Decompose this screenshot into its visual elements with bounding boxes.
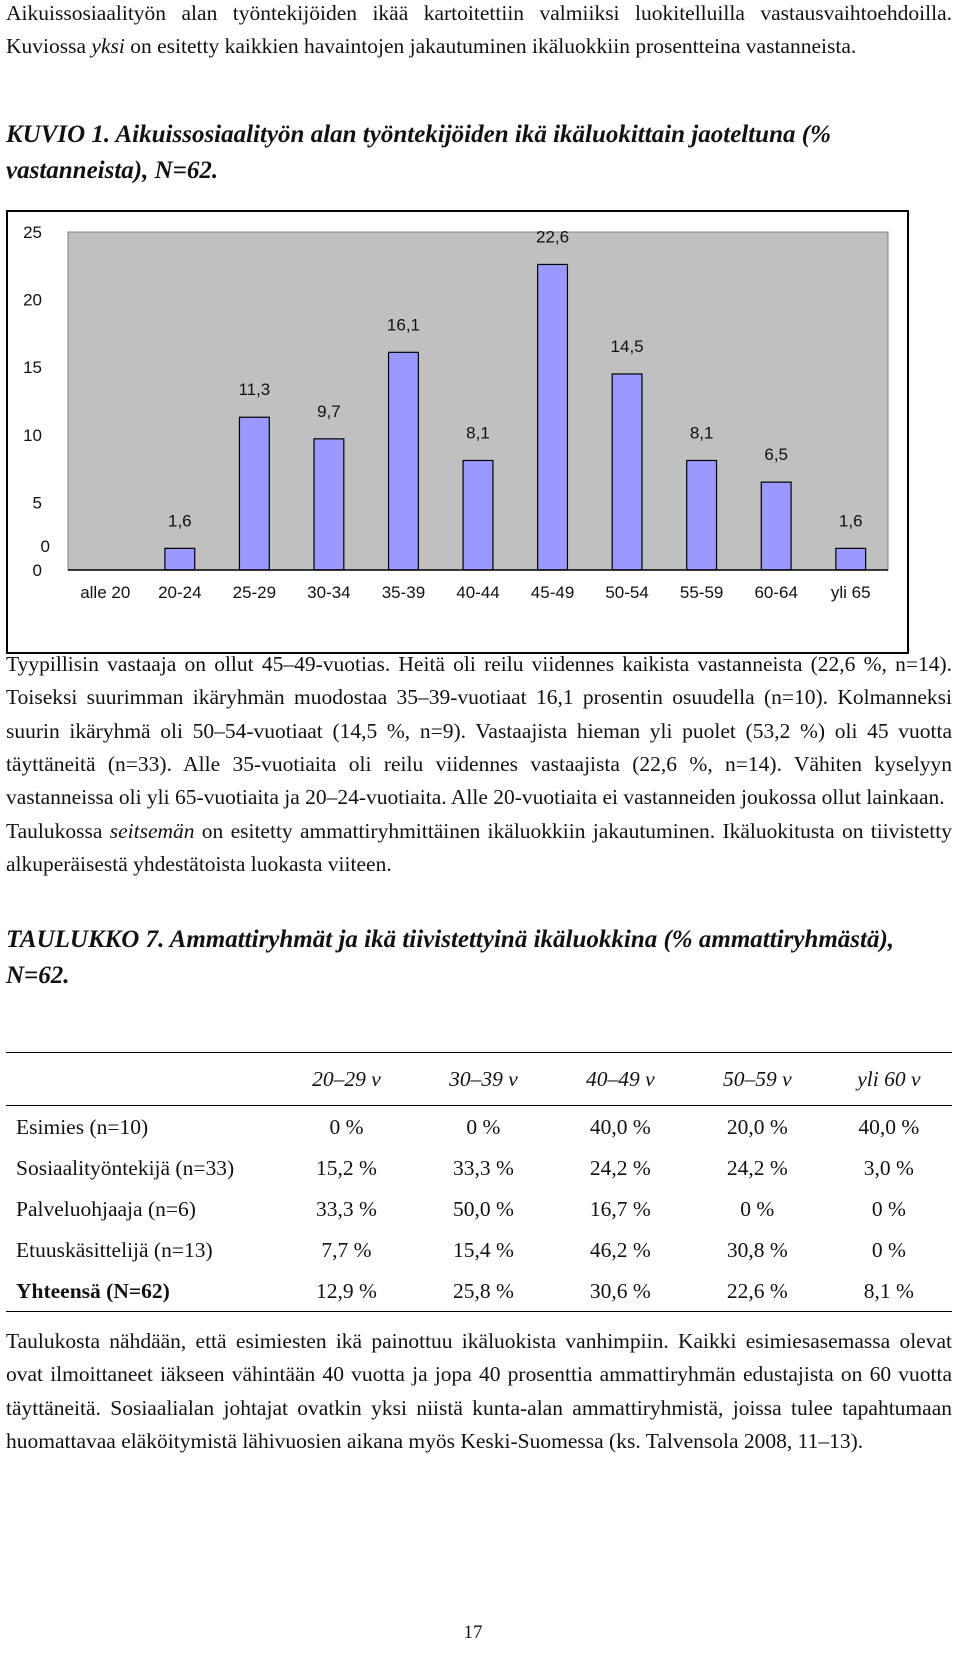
table-cell: 20,0 %: [726, 1115, 788, 1139]
data-label: 11,3: [238, 380, 271, 400]
table-cell: 7,7 %: [321, 1238, 372, 1262]
table-caption: TAULUKKO 7. Ammattiryhmät ja ikä tiivistettyinä ikäluokkina (% ammattiryhmästä), N=62.: [6, 926, 895, 989]
page-number: 17: [463, 1622, 483, 1643]
table-row: [6, 1229, 952, 1270]
x-tick-label: 45-49: [530, 583, 575, 602]
table-intro-emphasis: seitsemän: [109, 819, 195, 843]
figure-caption: KUVIO 1. Aikuissosiaalityön alan työntekijöiden ikä ikäluokittain jaoteltuna (% vastanneista), N=62.: [6, 121, 831, 184]
profession-age-table: [6, 1052, 952, 1312]
table-header-cell: yli 60 v: [826, 1053, 952, 1106]
data-label: 8,1: [689, 423, 714, 443]
table-header-cell: 30–39 v: [415, 1053, 552, 1106]
table-cell: 25,8 %: [415, 1270, 552, 1312]
table-row: [6, 1106, 952, 1148]
table-cell: 12,9 %: [278, 1270, 415, 1312]
table-header-cell: 20–29 v: [278, 1053, 415, 1106]
x-tick-label: 20-24: [158, 583, 202, 602]
data-label: 16,1: [386, 315, 421, 335]
table-header-blank: [6, 1053, 278, 1106]
table-cell: 0 %: [466, 1115, 501, 1139]
y-tick-label: 5: [32, 493, 42, 513]
y-tick-label: 15: [23, 358, 42, 378]
bar: [687, 460, 717, 570]
table-cell: 8,1 %: [826, 1270, 952, 1312]
table-header-cell: 40–49 v: [552, 1053, 689, 1106]
y-tick-label: 20: [23, 290, 42, 310]
intro-paragraph: [6, 0, 952, 64]
table-cell: 33,3 %: [452, 1156, 514, 1180]
x-tick-label: 55-59: [679, 583, 724, 602]
data-label: 22,6: [535, 227, 570, 247]
bar: [165, 548, 195, 570]
x-tick-label: alle 20: [80, 583, 131, 602]
y-tick-label: 10: [23, 425, 42, 445]
bar-chart-svg: [8, 212, 911, 656]
data-label: 1,6: [167, 511, 192, 531]
table-row: [6, 1188, 952, 1229]
conclusion-paragraph: Taulukosta nähdään, että esimiesten ikä painottuu ikäluokista vanhimpiin. Kaikki esimiesasemassa olevat ovat ilmoittaneet iäkseen vähintään 40 vuotta ja jopa 40 prosenttia ammattiryhmän edustajista on 60 vuotta täyttäneitä. Sosiaalialan johtajat ovatkin yksi niistä kunta-alan ammattiryhmistä, joissa tulee tapahtumaan huomattavaa eläköitymistä lähivuosien aikana myös Keski-Suomessa (ks. Talvensola 2008, 11–13).: [6, 1329, 952, 1453]
table-cell: 0 %: [871, 1238, 906, 1262]
data-label: 8,1: [466, 423, 490, 443]
table-cell: 15,4 %: [452, 1238, 514, 1262]
intro-emphasis: yksi: [91, 34, 125, 59]
table-cell: 16,7 %: [589, 1197, 651, 1221]
bar: [538, 264, 568, 570]
data-label: 1,6: [838, 511, 863, 531]
x-tick-label: 25-29: [232, 583, 277, 602]
table-cell: 40,0 %: [858, 1115, 920, 1139]
x-tick-label: 60-64: [754, 583, 798, 602]
x-tick-label: 40-44: [456, 583, 500, 602]
table-cell: 24,2 %: [726, 1156, 788, 1180]
table-cell: 3,0 %: [863, 1156, 914, 1180]
table-cell: 0 %: [740, 1197, 775, 1221]
intro-text-before: Aikuissosiaalityön alan työntekijöiden ikää kartoitettiin valmiiksi luokitelluilla vastausvaihtoehdoilla. Kuviossa: [6, 1, 952, 59]
table-cell: 22,6 %: [689, 1270, 826, 1312]
table-cell: 40,0 %: [589, 1115, 651, 1139]
table-cell: 15,2 %: [316, 1156, 377, 1180]
y-tick-label: 25: [23, 223, 42, 242]
table-intro-paragraph: [6, 815, 952, 882]
x-tick-label: 30-34: [307, 583, 351, 602]
row-label: Etuuskäsittelijä (n=13): [16, 1238, 213, 1262]
x-tick-label: 50-54: [605, 583, 649, 602]
bar: [389, 352, 419, 570]
table-cell: 30,8 %: [726, 1238, 788, 1262]
bar-chart: [6, 210, 909, 654]
table-cell: 24,2 %: [589, 1156, 651, 1180]
data-label: 14,5: [610, 336, 644, 356]
x-tick-label: 35-39: [381, 583, 426, 602]
bar: [314, 439, 344, 570]
bar: [463, 460, 493, 570]
table-body: [6, 1106, 952, 1312]
bar: [612, 374, 642, 570]
table-cell: 46,2 %: [589, 1238, 651, 1262]
bar: [761, 482, 791, 570]
intro-text-after: on esitetty kaikkien havaintojen jakautuminen ikäluokkiin prosentteina vastanneista.: [124, 34, 857, 59]
table-cell: 0 %: [329, 1115, 364, 1139]
row-label: Palveluohjaaja (n=6): [16, 1197, 196, 1221]
table-cell: 30,6 %: [552, 1270, 689, 1312]
data-label: 6,5: [764, 445, 789, 465]
row-label: Esimies (n=10): [16, 1115, 149, 1139]
data-label: 0: [40, 537, 51, 556]
table-header-row: [6, 1053, 952, 1106]
bar: [239, 417, 269, 570]
table-cell: 50,0 %: [452, 1197, 514, 1221]
results-paragraph: Tyypillisin vastaaja on ollut 45–49-vuotias. Heitä oli reilu viidennes kaikista vastanneista (22,6 %, n=14). Toiseksi suurimman ikäryhmän muodostaa 35–39-vuotiaat 16,1 prosentin osuudella (n=10). Kolmanneksi suurin ikäryhmä oli 50–54-vuotiaat (14,5 %, n=9). Vastaajista hieman yli puolet (53,2 %) oli 45 vuotta täyttäneitä (n=33). Alle 35-vuotiaita oli reilu viidennes vastaajista (22,6 %, n=14). Vähiten kyselyyn vastanneissa oli yli 65-vuotiaita ja 20–24-vuotiaita. Alle 20-vuotiaita ei vastanneiden joukossa ollut lainkaan.: [6, 652, 952, 810]
table-row: [6, 1147, 952, 1188]
y-tick-label: 0: [32, 561, 42, 580]
bar: [836, 548, 866, 570]
table-cell: 33,3 %: [316, 1197, 377, 1221]
table-intro-text-after: on esitetty ammattiryhmittäinen ikäluokkiin jakautuminen. Ikäluokitusta on tiivistetty alkuperäisestä yhdestätoista luokasta viiteen.: [6, 819, 952, 877]
data-label: 9,7: [317, 401, 341, 421]
x-tick-label: yli 65: [830, 583, 871, 602]
age-group-table: [6, 1052, 952, 1312]
row-label: Yhteensä (N=62): [6, 1270, 278, 1312]
row-label: Sosiaalityöntekijä (n=33): [16, 1156, 235, 1180]
table-intro-text-before: Taulukossa: [6, 819, 110, 843]
table-header-cell: 50–59 v: [689, 1053, 826, 1106]
table-total-row: [6, 1270, 952, 1312]
table-cell: 0 %: [871, 1197, 906, 1221]
